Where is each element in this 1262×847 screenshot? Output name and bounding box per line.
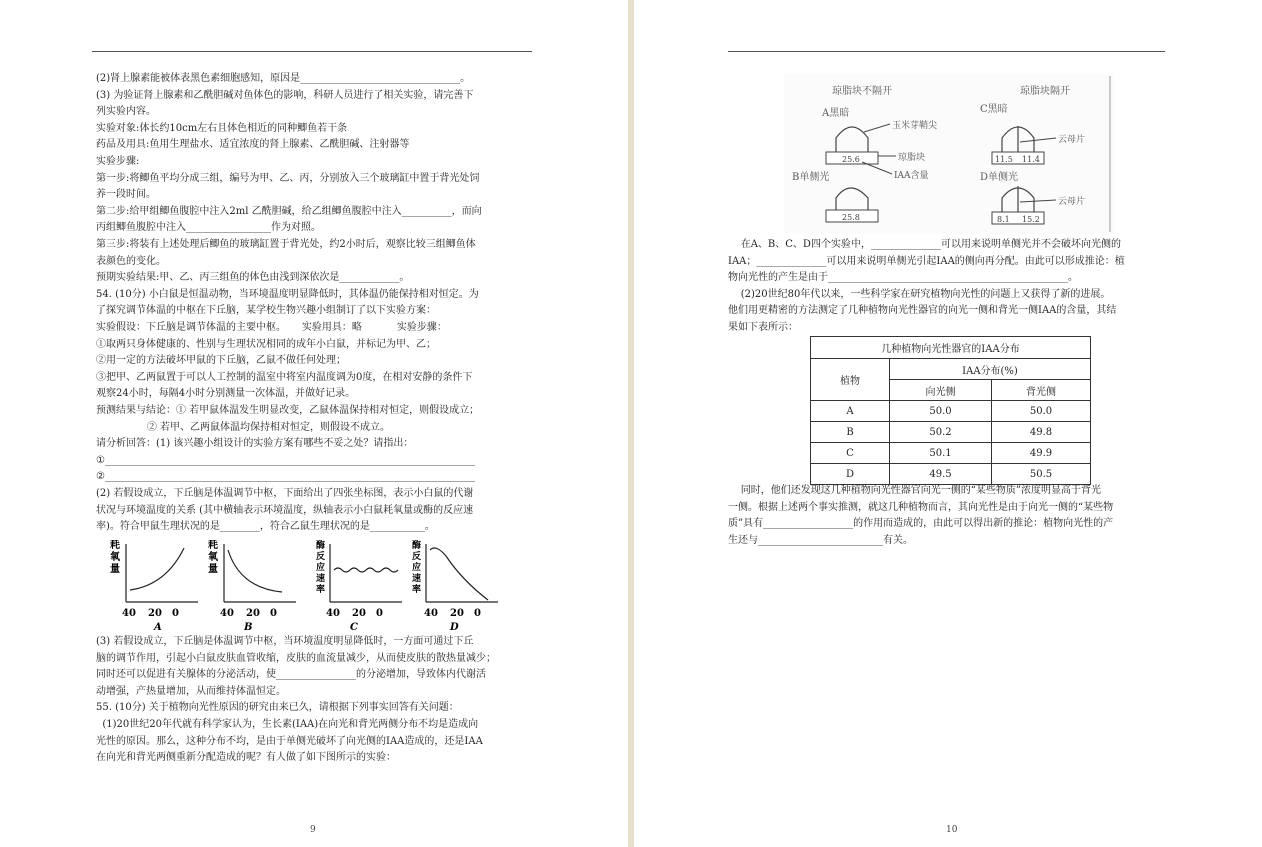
text-line: 药品及用具:鱼用生理盐水、适宜浓度的肾上腺素、乙酰胆碱、注射器等 [96,139,410,151]
text-line: IAA；______________可以用来说明单侧光引起IAA的侧向再分配。由此可以形成推论：植 [728,255,1125,267]
label-d: D单侧光 [980,172,1019,183]
callout-block: 琼脂块 [898,153,926,163]
graph-b-xtick-2: 20 [246,608,260,619]
text-line: 第二步:给甲组鲫鱼腹腔中注入2ml 乙酰胆碱，给乙组鲫鱼腹腔中注入__________，而向 [96,205,482,217]
cell-shade: 49.9 [992,443,1091,464]
text-line: 观察24小时，每隔4小时分别测量一次体温，并做好记录。 [96,388,356,400]
text-line: (2)肾上腺素能被体表黑色素细胞感知，原因是________________________________。 [96,73,471,84]
table-header-light: 向光侧 [890,380,992,401]
text-line: 第一步:将鲫鱼平均分成三组，编号为甲、乙、丙，分别放入三个玻璃缸中置于背光处饲 [96,172,480,184]
graph-a [110,540,198,633]
text-line: 脑的调节作用，引起小白鼠皮肤血管收缩，皮肤的血流量减少，从而使皮肤的散热量减少； [96,652,496,664]
graph-b-ylabel-3: 量 [208,564,218,575]
page-number: 9 [310,825,316,835]
value-d-left: 8.1 [997,215,1010,224]
header-rule [728,51,1165,52]
text-line: 表颜色的变化。 [96,255,166,267]
cell-light: 50.2 [890,422,992,443]
graph-c-ylabel-3: 应 [316,563,326,573]
graph-c-ylabel-5: 率 [316,585,326,595]
left-page [0,0,628,847]
callout-mica-c: 云母片 [1058,135,1086,145]
text-line: 动增强，产热量增加，从而维持体温恒定。 [96,685,286,697]
text-line: 一侧。根据上述两个事实推测，就这几种植物而言，其向光性是由于向光一侧的“某些物 [728,501,1114,513]
graph-d-ylabel-1: 酶 [412,541,422,551]
iaa-distribution-table [810,336,1091,485]
graph-a-curve [130,548,184,590]
text-line: 生还与_________________________有关。 [728,534,913,546]
callout-iaa: IAA含量 [894,171,929,181]
graph-d [412,540,498,633]
graph-a-caption: A [154,622,162,633]
graph-a-ylabel-2: 氧 [110,552,120,563]
callout-tip: 玉米芽鞘尖 [892,121,938,131]
graph-b-curve [228,550,282,592]
text-line: 丙组鲫鱼腹腔中注入_________________作为对照。 [96,222,321,234]
graph-d-curve [430,548,488,600]
cell-shade: 49.8 [992,422,1091,443]
graph-b-ylabel-1: 耗 [208,540,218,551]
graph-c-ylabel-1: 酶 [316,541,326,551]
graph-d-xtick-3: 0 [474,608,481,619]
graph-b-xtick-3: 0 [270,608,277,619]
text-line: 请分析回答：(1) 该兴趣小组设计的实验方案有哪些不妥之处？请指出： [96,438,414,450]
left-header: 琼脂块不隔开 [832,86,892,97]
graph-c-caption: C [350,622,358,633]
value-c-left: 11.5 [995,155,1013,164]
table-row [811,464,1091,485]
graph-b-ylabel-2: 氧 [208,552,218,563]
cell-shade: 50.5 [992,464,1091,485]
value-d-right: 15.2 [1022,215,1040,224]
table-header-group: IAA分布(%) [890,359,1091,380]
header-rule [92,51,532,52]
text-line: 光性的原因。那么，这种分布不均，是由于单侧光破坏了向光侧的IAA造成的，还是IAA [96,735,483,747]
text-line: 实验对象:体长约10cm左右且体色相近的同种鲫鱼若干条 [96,122,348,134]
graph-b-xtick-1: 40 [220,608,234,619]
text-line: (3) 若假设成立，下丘脑是体温调节中枢，当环境温度明显降低时，一方面可通过下丘 [96,636,474,647]
graph-a-xtick-1: 40 [122,608,136,619]
right-page [634,0,1262,847]
text-line: 实验假设：下丘脑是调节体温的主要中枢。 实验用具：略 实验步骤： [96,322,447,333]
text-line: 预测结果与结论：① 若甲鼠体温发生明显改变，乙鼠体温保持相对恒定，则假设成立； [96,405,480,416]
graph-c [316,540,402,633]
text-line: 同时，他们还发现这几种植物向光性器官向光一侧的“某些物质”浓度明显高于背光 [728,485,1101,496]
cell-plant: A [811,401,890,422]
text-line: ③把甲、乙两鼠置于可以人工控制的温室中将室内温度调为0度，在相对安静的条件下 [96,371,473,383]
label-c: C黑暗 [980,104,1008,115]
text-line: ①__________________________________________________________________________ [96,454,475,466]
text-line: 质”具有__________________的作用而造成的，由此可以得出新的推论：植物向光性的产 [728,518,1114,530]
label-b: B单侧光 [792,172,830,183]
text-line: 55. (10分) 关于植物向光性原因的研究由来已久，请根据下列事实回答有关问题： [96,702,459,714]
callout-mica-d: 云母片 [1058,197,1086,207]
table-row [811,422,1091,443]
cell-plant: D [811,464,890,485]
text-line: (2)20世纪80年代以来，一些科学家在研究植物向光性的问题上又获得了新的进展。 [728,288,1111,300]
graph-d-caption: D [450,622,459,633]
text-line: 预期实验结果:甲、乙、丙三组鱼的体色由浅到深依次是____________。 [96,272,410,284]
table-header-shade: 背光侧 [992,380,1091,401]
graph-a-xtick-3: 0 [172,608,179,619]
text-line: ②__________________________________________________________________________ [96,471,475,483]
label-a: A黑暗 [822,108,850,119]
text-line: 在A、B、C、D四个实验中，______________可以用来说明单侧光并不会破坏向光侧的 [728,239,1121,250]
graph-a-ylabel-3: 量 [110,564,120,575]
graph-c-xtick-1: 40 [326,608,340,619]
text-line: 实验步骤: [96,156,140,167]
text-line: 状况与环境温度的关系 (其中横轴表示环境温度，纵轴表示小白鼠耗氧量或酶的反应速 [96,504,474,516]
graph-a-xtick-2: 20 [148,608,162,619]
page-number: 10 [946,825,958,835]
cell-plant: B [811,422,890,443]
text-line: 率)。符合甲鼠生理状况的是________，符合乙鼠生理状况的是___________。 [96,521,435,533]
text-line: 列实验内容。 [96,106,156,118]
graph-d-xtick-2: 20 [450,608,464,619]
text-line: 第三步:将装有上述处理后鲫鱼的玻璃缸置于背光处，约2小时后，观察比较三组鲫鱼体 [96,239,476,250]
value-a: 25.6 [842,155,860,164]
cell-light: 50.1 [890,443,992,464]
text-line: 同时还可以促进有关腺体的分泌活动，使________________的分泌增加，导致体内代谢活 [96,669,486,681]
text-line: ② 若甲、乙两鼠体温均保持相对恒定，则假设不成立。 [96,421,391,433]
graph-b [208,540,296,633]
text-line: 他们用更精密的方法测定了几种植物向光性器官的向光一侧和背光一侧IAA的含量，其结 [728,305,1117,317]
right-header: 琼脂块隔开 [1020,86,1070,97]
graph-d-ylabel-5: 率 [412,585,422,595]
cell-shade: 50.0 [992,401,1091,422]
text-line: (2) 若假设成立，下丘脑是体温调节中枢，下面给出了四张坐标图，表示小白鼠的代谢 [96,488,474,499]
graph-c-ylabel-2: 反 [316,552,326,562]
graph-b-caption: B [244,622,253,633]
text-line: 了探究调节体温的中枢在下丘脑，某学校生物兴趣小组制订了以下实验方案： [96,305,436,317]
coordinate-graphs [106,540,516,636]
graph-d-ylabel-3: 应 [412,563,422,573]
graph-c-ylabel-4: 速 [316,574,326,584]
text-line: 54. (10分) 小白鼠是恒温动物，当环境温度明显降低时，其体温仍能保持相对恒定。为 [96,288,479,300]
text-line: 在向光和背光两侧重新分配造成的呢？有人做了如下图所示的实验： [96,752,396,764]
text-line: (1)20世纪20年代就有科学家认为，生长素(IAA)在向光和背光两侧分布不均是造成向 [96,719,479,730]
coleoptile-experiment-figure [784,74,1114,234]
table-header-plant: 植物 [811,359,890,401]
cell-light: 49.5 [890,464,992,485]
text-line: ②用一定的方法破坏甲鼠的下丘脑，乙鼠不做任何处理； [96,355,346,367]
text-line: ①取两只身体健康的、性别与生理状况相同的成年小白鼠，并标记为甲、乙； [96,338,436,350]
text-line: (3) 为验证肾上腺素和乙酰胆碱对鱼体色的影响，科研人员进行了相关实验，请完善下 [96,89,474,101]
graph-d-ylabel-4: 速 [412,574,422,584]
value-b: 25.8 [842,213,860,222]
graph-c-xtick-3: 0 [376,608,383,619]
value-c-right: 11.4 [1022,155,1040,164]
table-title: 几种植物向光性器官的IAA分布 [811,337,1091,359]
table-row [811,401,1091,422]
cell-light: 50.0 [890,401,992,422]
table-row [811,443,1091,464]
text-line: 果如下表所示： [728,322,798,333]
text-line: 物向光性的产生是由于________________________________________________。 [728,272,1078,284]
graph-d-ylabel-2: 反 [412,552,422,562]
graph-d-xtick-1: 40 [424,608,438,619]
graph-a-ylabel-1: 耗 [110,540,120,551]
cell-plant: C [811,443,890,464]
graph-c-xtick-2: 20 [352,608,366,619]
text-line: 养一段时间。 [96,189,156,201]
graph-c-curve [334,568,398,572]
